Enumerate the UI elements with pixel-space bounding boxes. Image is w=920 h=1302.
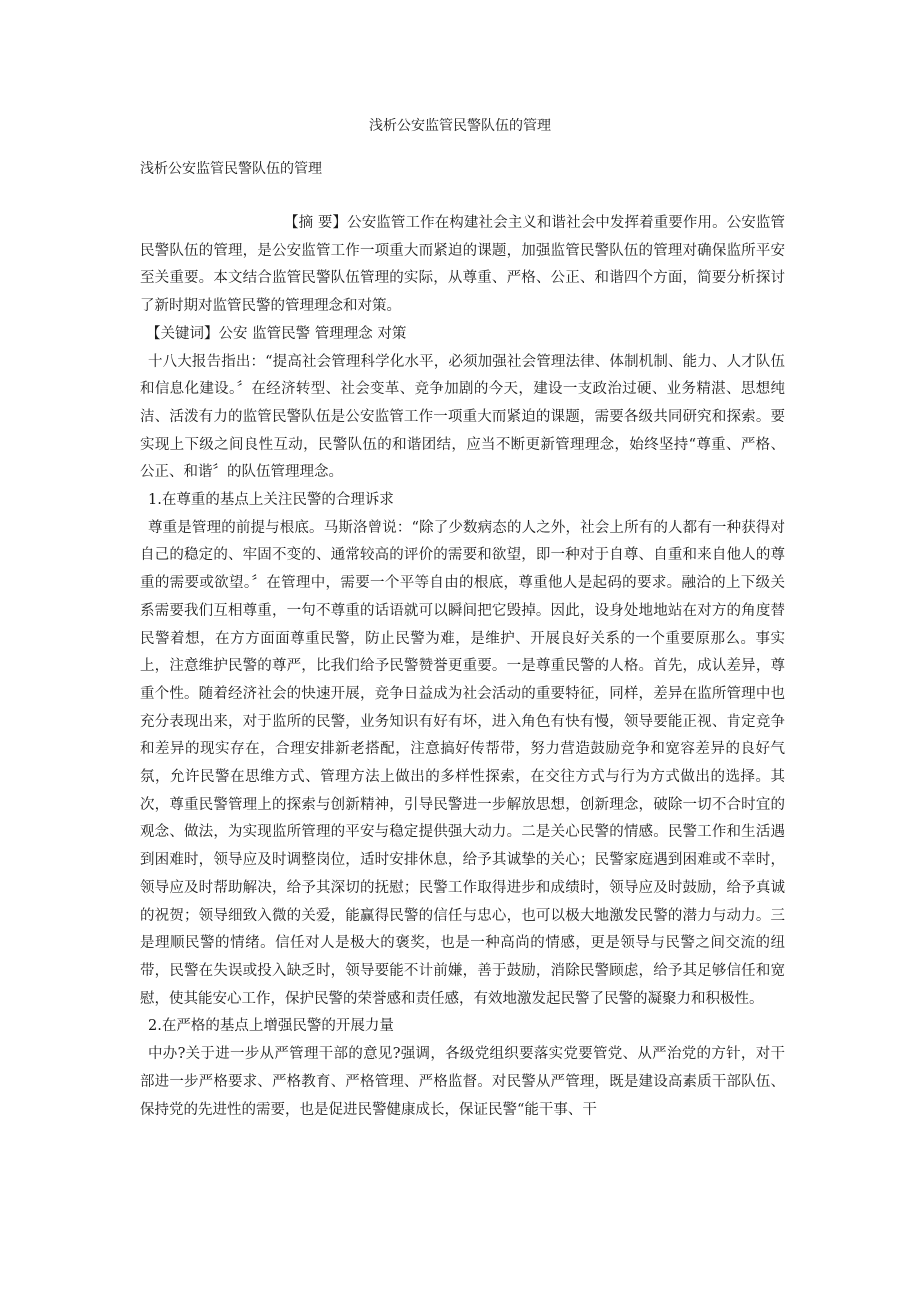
section-2-heading: 2.在严格的基点上增强民警的开展力量 — [148, 1018, 394, 1035]
abstract-paragraph: 【摘 要】公安监管工作在构建社会主义和谐社会中发挥着重要作用。公安监管民警队伍的管理，是公安监管工作一项重大而紧迫的课题，加强监管民警队伍的管理对确保监所平安至关重要。本文结合监管民警队伍管理的实际，从尊重、严格、公正、和谐四个方面，简要分析探讨了新时期对监管民警的管理理念和对策。 — [140, 215, 785, 315]
intro-paragraph: 十八大报告指出：“提高社会管理科学化水平，必须加强社会管理法律、体制机制、能力、人才队伍和信息化建设。〞在经济转型、社会变革、竞争加剧的今天，建设一支政治过硬、业务精湛、思想纯洁、活泼有力的监管民警队伍是公安监管工作一项重大而紧迫的课题，需要各级共同研究和探索。要实现上下级之间良性互动，民警队伍的和谐团结，应当不断更新管理理念，始终坚持“尊重、严格、公正、和谐〞的队伍管理理念。 — [140, 353, 785, 481]
section-2-body: 中办?关于进一步从严管理干部的意见?强调，各级党组织要落实党要管党、从严治党的方针，对干部进一步严格要求、严格教育、严格管理、严格监督。对民警从严管理，既是建设高素质干部队伍、保持党的先进性的需要，也是促进民警健康成长，保证民警“能干事、干 — [140, 1046, 785, 1118]
section-1-body: 尊重是管理的前提与根底。马斯洛曾说：“除了少数病态的人之外，社会上所有的人都有一种获得对自己的稳定的、牢固不变的、通常较高的评价的需要和欲望，即一种对于自尊、自重和来自他人的尊重的需要或欲望。〞在管理中，需要一个平等自由的根底，尊重他人是起码的要求。融洽的上下级关系需要我们互相尊重，一句不尊重的话语就可以瞬间把它毁掉。因此，设身处地地站在对方的角度替民警着想，在方方面面尊重民警，防止民警为难，是维护、开展良好关系的一个重要原那么。事实上，注意维护民警的尊严，比我们给予民警赞誉更重要。一是尊重民警的人格。首先，成认差异，尊重个性。随着经济社会的快速开展，竞争日益成为社会活动的重要特征，同样，差异在监所管理中也充分表现出来，对于监所的民警，业务知识有好有坏，进入角色有快有慢，领导要能正视、肯定竞争和差异的现实存在，合理安排新老搭配，注意搞好传帮带，努力营造鼓励竞争和宽容差异的良好气氛，允许民警在思维方式、管理方法上做出的多样性探索，在交往方式与行为方式做出的选择。其次，尊重民警管理上的探索与创新精神，引导民警进一步解放思想，创新理念，破除一切不合时宜的观念、做法，为实现监所管理的平安与稳定提供强大动力。二是关心民警的情感。民警工作和生活遇到困难时，领导应及时调整岗位，适时安排休息，给予其诚挚的关心；民警家庭遇到困难或不幸时，领导应及时帮助解决，给予其深切的抚慰；民警工作取得进步和成绩时，领导应及时鼓励，给予真诚的祝贺；领导细致入微的关爱，能赢得民警的信任与忠心，也可以极大地激发民警的潜力与动力。三是理顺民警的情绪。信任对人是极大的褒奖，也是一种高尚的情感，更是领导与民警之间交流的纽带，民警在失误或投入缺乏时，领导要能不计前嫌，善于鼓励，消除民警顾虑，给予其足够信任和宽慰，使其能安心工作，保护民警的荣誉感和责任感，有效地激发起民警了民警的凝聚力和积极性。 — [140, 519, 785, 1007]
document-body — [140, 210, 785, 1124]
document-subtitle: 浅析公安监管民警队伍的管理 — [140, 161, 322, 177]
section-1-heading: 1.在尊重的基点上关注民警的合理诉求 — [148, 492, 394, 509]
keywords-line: 【关键词】公安 监管民警 管理理念 对策 — [146, 325, 407, 342]
document-title: 浅析公安监管民警队伍的管理 — [369, 118, 551, 134]
